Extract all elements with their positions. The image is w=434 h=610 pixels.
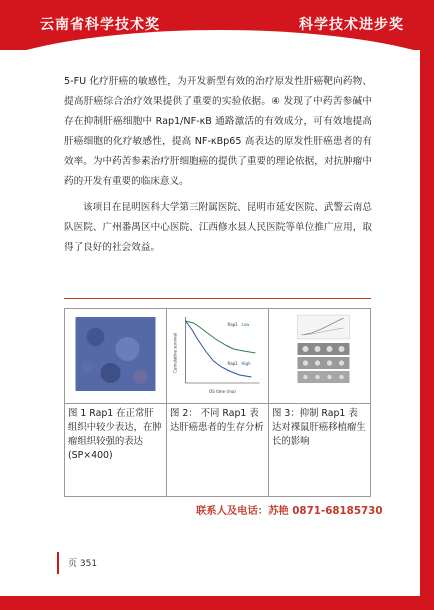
section-divider <box>64 298 371 299</box>
survival-ylabel: Cumulative survival <box>172 333 178 373</box>
bottom-accent-bar <box>0 596 434 610</box>
page-number: 页 351 <box>68 559 98 569</box>
figure-table <box>64 308 371 497</box>
figure1-caption: 图 1 Rap1 在正常肝组织中较少表达，在肿瘤组织较强的表达(SP×400) <box>65 404 167 497</box>
legend-high: High <box>241 361 251 366</box>
figure3-image-cell <box>269 309 371 404</box>
legend-title-top: Rap1 <box>227 322 238 327</box>
figure1-stain-image <box>65 309 166 399</box>
body-text <box>64 72 372 258</box>
figure1-image-cell <box>65 309 167 404</box>
right-accent-bar <box>420 50 434 610</box>
award-category: 科学技术进步奖 <box>299 17 404 33</box>
figure3-tumor-panel <box>269 309 370 399</box>
legend-low: Low <box>241 322 250 327</box>
paragraph-application: 该项目在昆明医科大学第三附属医院、昆明市延安医院、武警云南总队医院、广州番禺区中心医院、江西修水县人民医院等单位推广应用，取得了良好的社会效益。 <box>64 202 372 253</box>
figure2-survival-chart <box>167 309 268 399</box>
contact-info: 联系人及电话：苏艳 0871-68185730 <box>196 505 383 517</box>
page-number-marker <box>57 552 59 574</box>
survival-curve-high <box>186 321 252 377</box>
figure2-image-cell <box>167 309 269 404</box>
survival-xlabel: OS time (mo) <box>209 389 236 394</box>
figure2-caption: 图 2： 不同 Rap1 表达肝癌患者的生存分析 <box>167 404 269 497</box>
figure3-caption: 图 3：抑制 Rap1 表达对裸鼠肝癌移植瘤生长的影响 <box>269 404 371 497</box>
award-title: 云南省科学技术奖 <box>40 17 160 33</box>
paragraph-findings: 5-FU 化疗肝癌的敏感性，为开发新型有效的治疗原发性肝癌靶向药物、提高肝癌综合治疗效果提供了重要的实验依据。④ 发现了中药苦参碱中存在抑制肝癌细胞中 Rap1/NF-κB 通路激活的有效成分，可有效地提高肝癌细胞的化疗敏感性，提高 NF-κBp65 高表达的原发性肝癌患者的有效率。为中药苦参素治疗肝细胞癌的提供了重要的理论依据，对抗肿瘤中药的开发有重要的临床意义。 <box>64 76 372 187</box>
legend-title-bottom: Rap1 <box>227 361 238 366</box>
